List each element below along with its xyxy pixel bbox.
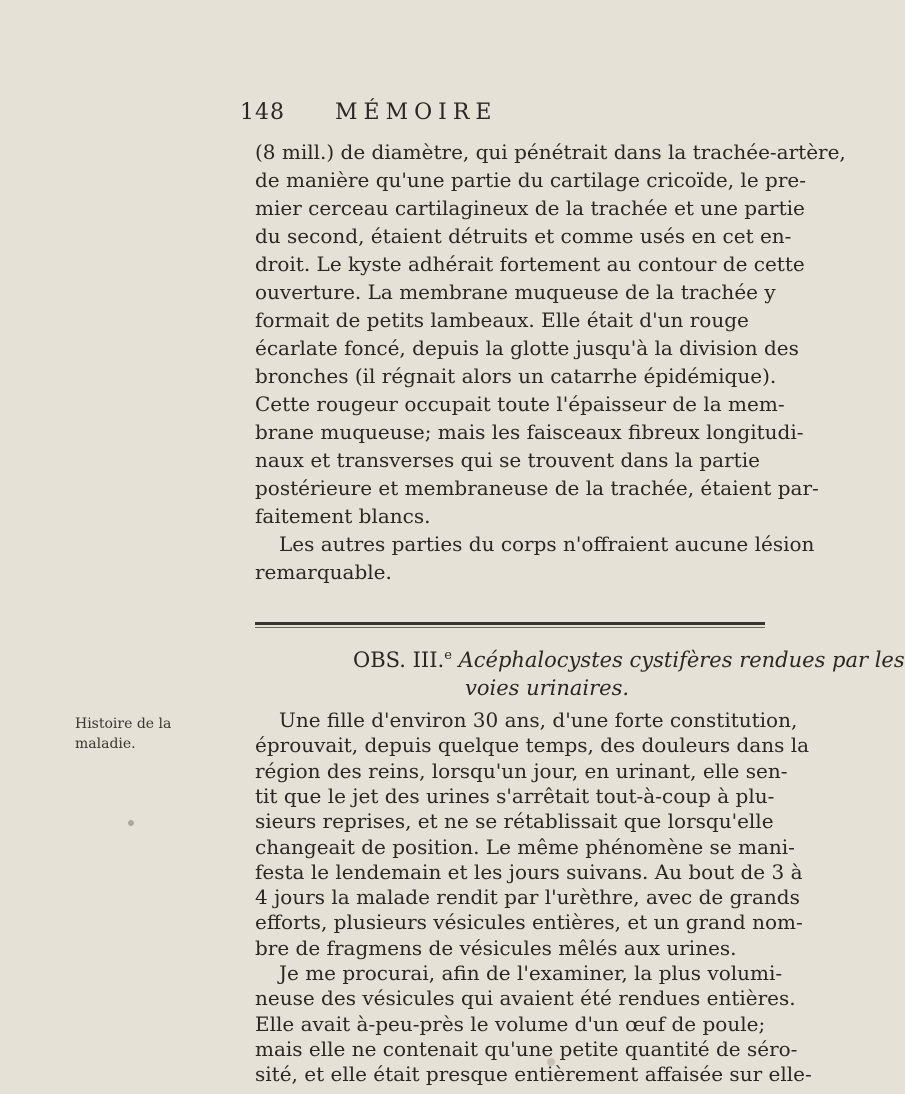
observation-title-continued: voies urinaires. [465, 676, 630, 700]
text-line: 4 jours la malade rendit par l'urèthre, avec de grands [255, 885, 800, 910]
text-line: neuse des vésicules qui avaient été rendues entières. [255, 986, 796, 1011]
text-line: écarlate foncé, depuis la glotte jusqu'à la division des [255, 336, 799, 360]
text-line: brane muqueuse; mais les faisceaux fibreux longitudi- [255, 420, 804, 444]
text-line: Cette rougeur occupait toute l'épaisseur de la mem- [255, 392, 785, 416]
margin-note-line: maladie. [75, 736, 136, 752]
text-line: mais elle ne contenait qu'une petite quantité de séro- [255, 1036, 798, 1061]
text-line: festa le lendemain et les jours suivans. Au bout de 3 à [255, 859, 803, 884]
text-line: naux et transverses qui se trouvent dans la partie [255, 448, 760, 472]
text-line: sieurs reprises, et ne se rétablissait que lorsqu'elle [255, 809, 774, 834]
section-divider-thin [255, 627, 765, 628]
text-line: efforts, plusieurs vésicules entières, et un grand nom- [255, 910, 803, 935]
text-line: droit. Le kyste adhérait fortement au contour de cette [255, 252, 805, 276]
text-line: ouverture. La membrane muqueuse de la trachée y [255, 280, 776, 304]
paper-stain [547, 1058, 555, 1066]
text-line: Elle avait à-peu-près le volume d'un œuf de poule; [255, 1011, 766, 1036]
text-line: formait de petits lambeaux. Elle était d'un rouge [255, 308, 749, 332]
text-line: faitement blancs. [255, 504, 431, 528]
text-line: de manière qu'une partie du cartilage cricoïde, le pre- [255, 168, 806, 192]
text-line: bronches (il régnait alors un catarrhe épidémique). [255, 364, 777, 388]
text-line: du second, étaient détruits et comme usés en cet en- [255, 224, 792, 248]
text-line: (8 mill.) de diamètre, qui pénétrait dans la trachée-artère, [255, 140, 846, 164]
text-line: remarquable. [255, 560, 392, 584]
text-line: changeait de position. Le même phénomène se mani- [255, 834, 795, 859]
section-divider [255, 622, 765, 625]
text-line: bre de fragmens de vésicules mêlés aux urines. [255, 935, 737, 960]
text-line: Les autres parties du corps n'offraient aucune lésion [279, 532, 815, 556]
text-line: sité, et elle était presque entièrement affaisée sur elle- [255, 1062, 812, 1087]
text-line: éprouvait, depuis quelque temps, des douleurs dans la [255, 733, 810, 758]
paper-stain [128, 820, 134, 826]
text-line: Je me procurai, afin de l'examiner, la plus volumi- [279, 961, 783, 985]
running-title: MÉMOIRE [335, 100, 498, 125]
observation-label: OBS. III. [353, 648, 445, 672]
text-line: mier cerceau cartilagineux de la trachée et une partie [255, 196, 805, 220]
page-number: 148 [240, 100, 285, 125]
margin-note [75, 714, 171, 754]
observation-heading [353, 648, 905, 672]
margin-note-line: Histoire de la [75, 716, 172, 732]
observation-title: Acéphalocystes cystifères rendues par les [458, 648, 905, 672]
text-line: Une fille d'environ 30 ans, d'une forte constitution, [279, 708, 798, 732]
page-header [240, 100, 640, 128]
text-line: région des reins, lorsqu'un jour, en urinant, elle sen- [255, 758, 788, 783]
observation-superscript: e [444, 648, 452, 663]
text-line: postérieure et membraneuse de la trachée, étaient par- [255, 476, 819, 500]
text-line: tit que le jet des urines s'arrêtait tout-à-coup à plu- [255, 783, 775, 808]
